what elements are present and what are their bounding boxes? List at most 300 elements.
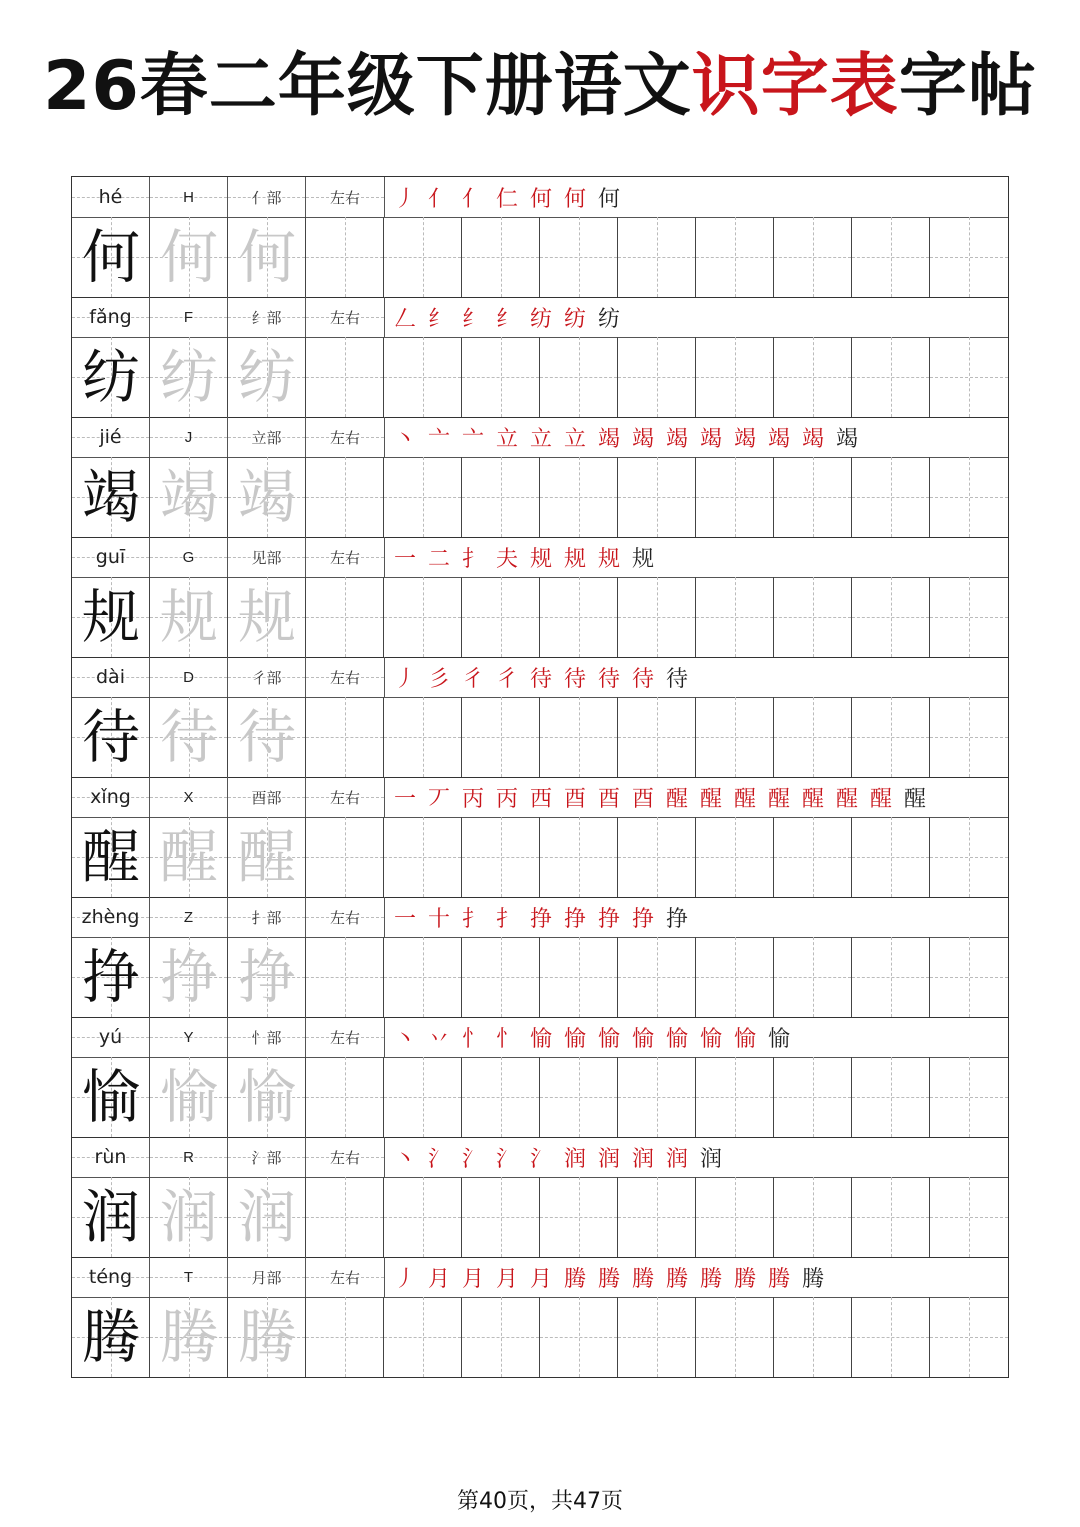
pinyin-label: hé xyxy=(98,186,123,208)
stroke-glyph: 立 xyxy=(563,426,586,452)
stroke-glyph: 酉 xyxy=(597,786,620,812)
stroke-glyph: 醒 xyxy=(733,786,756,812)
practice-box[interactable] xyxy=(930,817,1008,897)
stroke-glyph: 愉 xyxy=(733,1026,756,1052)
radical-label-cell xyxy=(228,177,306,217)
practice-box[interactable] xyxy=(306,337,384,417)
stroke-glyph: 竭 xyxy=(801,426,824,452)
stroke-step xyxy=(561,782,589,813)
radical-label-cell xyxy=(228,1257,306,1297)
practice-box[interactable] xyxy=(306,217,384,297)
practice-box[interactable] xyxy=(384,817,462,897)
practice-box[interactable] xyxy=(696,937,774,1017)
copybook-grid xyxy=(71,176,1009,1378)
practice-box[interactable] xyxy=(462,337,540,417)
trace-character-box xyxy=(150,817,228,897)
stroke-glyph: 愉 xyxy=(529,1026,552,1052)
practice-box[interactable] xyxy=(540,577,618,657)
model-character-box xyxy=(72,1177,150,1257)
practice-box[interactable] xyxy=(774,1177,852,1257)
stroke-glyph: 丙 xyxy=(461,786,484,812)
stroke-glyph: 腾 xyxy=(597,1266,620,1292)
trace-character: 待 xyxy=(159,703,218,771)
writing-grid-row xyxy=(72,1177,1008,1258)
stroke-step xyxy=(527,782,555,813)
character-entry xyxy=(72,417,1008,537)
stroke-glyph: 丿 xyxy=(393,186,416,212)
initial-letter: D xyxy=(183,668,194,686)
radical-label-cell xyxy=(228,777,306,817)
stroke-glyph: 彳 xyxy=(461,666,484,692)
practice-box[interactable] xyxy=(462,1297,540,1377)
stroke-glyph: 丶 xyxy=(393,426,416,452)
trace-character: 愉 xyxy=(237,1063,296,1131)
stroke-glyph: 纟 xyxy=(495,306,518,332)
stroke-step xyxy=(595,782,623,813)
practice-box[interactable] xyxy=(618,937,696,1017)
trace-character-box xyxy=(228,1057,306,1137)
practice-box[interactable] xyxy=(696,337,774,417)
practice-box[interactable] xyxy=(462,697,540,777)
pinyin-label: rùn xyxy=(94,1146,127,1168)
practice-box[interactable] xyxy=(540,1297,618,1377)
stroke-step xyxy=(493,1142,521,1173)
structure-label: 左右 xyxy=(329,548,360,567)
practice-box[interactable] xyxy=(696,577,774,657)
practice-box[interactable] xyxy=(618,337,696,417)
practice-box[interactable] xyxy=(618,697,696,777)
practice-box[interactable] xyxy=(930,337,1008,417)
stroke-glyph: 何 xyxy=(597,186,620,212)
practice-box[interactable] xyxy=(774,817,852,897)
practice-box[interactable] xyxy=(384,937,462,1017)
initial-letter: F xyxy=(183,308,194,326)
writing-grid-row xyxy=(72,217,1008,298)
practice-box[interactable] xyxy=(696,1057,774,1137)
trace-character: 挣 xyxy=(159,943,218,1011)
radical-label-cell xyxy=(228,1137,306,1177)
structure-label: 左右 xyxy=(329,788,360,807)
practice-box[interactable] xyxy=(930,1297,1008,1377)
character-entry xyxy=(72,657,1008,777)
stroke-glyph: 腾 xyxy=(733,1266,756,1292)
page-number: 第40页，共47页 xyxy=(457,1489,623,1514)
stroke-glyph: 挣 xyxy=(597,906,620,932)
stroke-step xyxy=(629,542,657,573)
practice-box[interactable] xyxy=(618,457,696,537)
practice-box[interactable] xyxy=(618,817,696,897)
practice-box[interactable] xyxy=(306,577,384,657)
practice-box[interactable] xyxy=(852,937,930,1017)
practice-box[interactable] xyxy=(930,217,1008,297)
title-prefix: 26春二年级下册语文 xyxy=(43,47,692,126)
stroke-step xyxy=(391,1262,419,1293)
practice-box[interactable] xyxy=(774,217,852,297)
practice-box[interactable] xyxy=(462,1177,540,1257)
stroke-step xyxy=(459,542,487,573)
stroke-step xyxy=(561,302,589,333)
model-character-box xyxy=(72,457,150,537)
trace-character-box xyxy=(150,577,228,657)
model-character-box xyxy=(72,337,150,417)
stroke-glyph: 夫 xyxy=(495,546,518,572)
pinyin-label-cell xyxy=(72,177,150,217)
practice-box[interactable] xyxy=(930,1177,1008,1257)
stroke-step xyxy=(663,422,691,453)
stroke-order xyxy=(385,897,1011,937)
practice-box[interactable] xyxy=(384,577,462,657)
trace-character: 竭 xyxy=(159,463,218,531)
stroke-step xyxy=(493,302,521,333)
practice-box[interactable] xyxy=(930,1057,1008,1137)
practice-box[interactable] xyxy=(306,1177,384,1257)
stroke-glyph: 竭 xyxy=(767,426,790,452)
practice-box[interactable] xyxy=(696,817,774,897)
stroke-order xyxy=(385,177,1011,217)
stroke-glyph: 竭 xyxy=(835,426,858,452)
stroke-glyph: 润 xyxy=(699,1146,722,1172)
stroke-step xyxy=(561,662,589,693)
practice-box[interactable] xyxy=(306,1057,384,1137)
stroke-glyph: 醒 xyxy=(801,786,824,812)
stroke-step xyxy=(391,542,419,573)
stroke-step xyxy=(629,1262,657,1293)
practice-box[interactable] xyxy=(462,817,540,897)
stroke-step xyxy=(425,422,453,453)
stroke-step xyxy=(425,782,453,813)
character-entry xyxy=(72,897,1008,1017)
trace-character-box xyxy=(228,817,306,897)
stroke-step xyxy=(561,1262,589,1293)
radical-label-cell xyxy=(228,657,306,697)
writing-grid-row xyxy=(72,1297,1008,1378)
stroke-glyph: 润 xyxy=(665,1146,688,1172)
practice-box[interactable] xyxy=(384,217,462,297)
stroke-step xyxy=(391,1142,419,1173)
stroke-glyph: 丷 xyxy=(427,1026,450,1052)
stroke-step xyxy=(765,1022,793,1053)
stroke-glyph: 立 xyxy=(529,426,552,452)
stroke-step xyxy=(629,1022,657,1053)
stroke-glyph: 愉 xyxy=(563,1026,586,1052)
practice-box[interactable] xyxy=(852,1177,930,1257)
stroke-step xyxy=(663,1262,691,1293)
stroke-step xyxy=(731,782,759,813)
practice-box[interactable] xyxy=(384,337,462,417)
radical-label: 月部 xyxy=(251,1268,282,1287)
stroke-step xyxy=(391,182,419,213)
stroke-glyph: 忄 xyxy=(495,1026,518,1052)
stroke-step xyxy=(527,182,555,213)
practice-box[interactable] xyxy=(306,1297,384,1377)
stroke-step xyxy=(493,1022,521,1053)
stroke-glyph: 愉 xyxy=(699,1026,722,1052)
stroke-glyph: 挣 xyxy=(665,906,688,932)
stroke-glyph: 待 xyxy=(529,666,552,692)
entry-info-row xyxy=(72,657,1008,698)
practice-box[interactable] xyxy=(540,1057,618,1137)
pinyin-label-cell xyxy=(72,897,150,937)
radical-label-cell xyxy=(228,297,306,337)
stroke-step xyxy=(595,422,623,453)
initial-letter: X xyxy=(183,788,194,806)
stroke-step xyxy=(561,182,589,213)
trace-character-box xyxy=(150,217,228,297)
character-entry xyxy=(72,297,1008,417)
stroke-step xyxy=(697,782,725,813)
practice-box[interactable] xyxy=(540,217,618,297)
practice-box[interactable] xyxy=(384,457,462,537)
radical-label: 亻部 xyxy=(251,188,282,207)
practice-box[interactable] xyxy=(462,217,540,297)
stroke-glyph: 腾 xyxy=(801,1266,824,1292)
practice-box[interactable] xyxy=(930,457,1008,537)
stroke-step xyxy=(765,1262,793,1293)
model-character: 醒 xyxy=(81,823,140,891)
practice-box[interactable] xyxy=(540,1177,618,1257)
model-character-box xyxy=(72,817,150,897)
pinyin-label: jié xyxy=(99,426,122,448)
stroke-step xyxy=(527,542,555,573)
stroke-step xyxy=(833,422,861,453)
radical-label: 彳部 xyxy=(251,668,282,687)
practice-box[interactable] xyxy=(618,217,696,297)
radical-label: 氵部 xyxy=(251,1148,282,1167)
stroke-step xyxy=(799,782,827,813)
stroke-step xyxy=(629,662,657,693)
stroke-glyph: 氵 xyxy=(495,1146,518,1172)
practice-box[interactable] xyxy=(540,697,618,777)
entry-info-row xyxy=(72,537,1008,578)
practice-box[interactable] xyxy=(462,577,540,657)
trace-character-box xyxy=(228,937,306,1017)
title-highlight: 识字表 xyxy=(691,47,899,126)
character-entry xyxy=(72,1257,1008,1377)
practice-box[interactable] xyxy=(774,337,852,417)
stroke-glyph: 扌 xyxy=(495,906,518,932)
model-character-box xyxy=(72,577,150,657)
stroke-glyph: 愉 xyxy=(631,1026,654,1052)
stroke-glyph: 待 xyxy=(563,666,586,692)
trace-character: 待 xyxy=(237,703,296,771)
practice-box[interactable] xyxy=(774,1057,852,1137)
entry-info-row xyxy=(72,1257,1008,1298)
practice-box[interactable] xyxy=(930,577,1008,657)
trace-character-box xyxy=(228,1177,306,1257)
stroke-order xyxy=(385,657,1011,697)
practice-box[interactable] xyxy=(618,1177,696,1257)
pinyin-label-cell xyxy=(72,537,150,577)
initial-letter: H xyxy=(183,188,194,206)
practice-box[interactable] xyxy=(306,817,384,897)
stroke-glyph: 规 xyxy=(631,546,654,572)
initial-letter-cell xyxy=(150,897,228,937)
trace-character: 规 xyxy=(159,583,218,651)
practice-box[interactable] xyxy=(540,457,618,537)
practice-box[interactable] xyxy=(540,817,618,897)
model-character-box xyxy=(72,697,150,777)
stroke-step xyxy=(391,422,419,453)
structure-label-cell xyxy=(306,177,385,217)
stroke-step xyxy=(459,902,487,933)
title-suffix: 字帖 xyxy=(898,47,1037,126)
stroke-step xyxy=(561,542,589,573)
stroke-step xyxy=(595,1262,623,1293)
practice-box[interactable] xyxy=(852,1057,930,1137)
practice-box[interactable] xyxy=(774,697,852,777)
practice-box[interactable] xyxy=(384,1057,462,1137)
trace-character-box xyxy=(228,337,306,417)
stroke-glyph: 丿 xyxy=(393,1266,416,1292)
model-character: 规 xyxy=(81,583,140,651)
practice-box[interactable] xyxy=(852,577,930,657)
practice-box[interactable] xyxy=(696,457,774,537)
initial-letter: J xyxy=(184,428,193,446)
practice-box[interactable] xyxy=(930,937,1008,1017)
practice-box[interactable] xyxy=(384,1297,462,1377)
stroke-step xyxy=(629,1142,657,1173)
practice-box[interactable] xyxy=(462,457,540,537)
stroke-step xyxy=(901,782,929,813)
stroke-glyph: 扌 xyxy=(461,546,484,572)
stroke-step xyxy=(595,302,623,333)
practice-box[interactable] xyxy=(774,577,852,657)
pinyin-label: fǎng xyxy=(89,306,132,328)
trace-character: 醒 xyxy=(159,823,218,891)
practice-box[interactable] xyxy=(852,217,930,297)
practice-box[interactable] xyxy=(852,1297,930,1377)
practice-box[interactable] xyxy=(852,697,930,777)
structure-label-cell xyxy=(306,897,385,937)
stroke-order xyxy=(385,417,1011,457)
trace-character: 何 xyxy=(159,223,218,291)
stroke-glyph: 丿 xyxy=(393,666,416,692)
practice-box[interactable] xyxy=(384,697,462,777)
stroke-glyph: 纟 xyxy=(461,306,484,332)
practice-box[interactable] xyxy=(852,337,930,417)
practice-box[interactable] xyxy=(696,1177,774,1257)
stroke-step xyxy=(493,902,521,933)
stroke-step xyxy=(459,422,487,453)
structure-label: 左右 xyxy=(329,308,360,327)
stroke-step xyxy=(595,182,623,213)
practice-box[interactable] xyxy=(774,1297,852,1377)
initial-letter: T xyxy=(183,1268,194,1286)
practice-box[interactable] xyxy=(540,937,618,1017)
stroke-step xyxy=(595,542,623,573)
practice-box[interactable] xyxy=(696,697,774,777)
practice-box[interactable] xyxy=(618,577,696,657)
entry-info-row xyxy=(72,417,1008,458)
stroke-glyph: 醒 xyxy=(699,786,722,812)
practice-box[interactable] xyxy=(384,1177,462,1257)
model-character: 挣 xyxy=(81,943,140,1011)
trace-character-box xyxy=(150,1177,228,1257)
structure-label-cell xyxy=(306,657,385,697)
trace-character: 何 xyxy=(237,223,296,291)
stroke-glyph: 亻 xyxy=(461,186,484,212)
stroke-step xyxy=(459,782,487,813)
practice-box[interactable] xyxy=(618,1297,696,1377)
practice-box[interactable] xyxy=(852,457,930,537)
stroke-step xyxy=(561,422,589,453)
structure-label: 左右 xyxy=(329,668,360,687)
stroke-order xyxy=(385,1137,1011,1177)
trace-character: 纺 xyxy=(159,343,218,411)
stroke-step xyxy=(425,1022,453,1053)
stroke-glyph: 丶 xyxy=(393,1026,416,1052)
practice-box[interactable] xyxy=(774,937,852,1017)
stroke-glyph: 何 xyxy=(529,186,552,212)
practice-box[interactable] xyxy=(618,1057,696,1137)
practice-box[interactable] xyxy=(306,937,384,1017)
stroke-step xyxy=(765,782,793,813)
stroke-glyph: 丆 xyxy=(427,786,450,812)
practice-box[interactable] xyxy=(306,457,384,537)
stroke-glyph: 醒 xyxy=(835,786,858,812)
trace-character: 纺 xyxy=(237,343,296,411)
trace-character-box xyxy=(228,577,306,657)
stroke-glyph: 愉 xyxy=(597,1026,620,1052)
stroke-glyph: 挣 xyxy=(529,906,552,932)
writing-grid-row xyxy=(72,457,1008,538)
stroke-step xyxy=(425,1142,453,1173)
stroke-step xyxy=(425,302,453,333)
stroke-glyph: 腾 xyxy=(699,1266,722,1292)
character-entry xyxy=(72,177,1008,297)
practice-box[interactable] xyxy=(306,697,384,777)
writing-grid-row xyxy=(72,337,1008,418)
practice-box[interactable] xyxy=(696,217,774,297)
practice-box[interactable] xyxy=(462,1057,540,1137)
stroke-glyph: 腾 xyxy=(563,1266,586,1292)
stroke-step xyxy=(663,782,691,813)
structure-label-cell xyxy=(306,417,385,457)
stroke-step xyxy=(459,302,487,333)
stroke-step xyxy=(459,662,487,693)
practice-box[interactable] xyxy=(774,457,852,537)
initial-letter: Z xyxy=(183,908,194,926)
stroke-step xyxy=(629,782,657,813)
stroke-step xyxy=(663,662,691,693)
entry-info-row xyxy=(72,177,1008,218)
model-character: 待 xyxy=(81,703,140,771)
stroke-glyph: 腾 xyxy=(665,1266,688,1292)
practice-box[interactable] xyxy=(462,937,540,1017)
stroke-step xyxy=(663,1142,691,1173)
stroke-step xyxy=(493,662,521,693)
stroke-glyph: 氵 xyxy=(461,1146,484,1172)
stroke-glyph: 西 xyxy=(529,786,552,812)
trace-character-box xyxy=(228,697,306,777)
practice-box[interactable] xyxy=(696,1297,774,1377)
practice-box[interactable] xyxy=(540,337,618,417)
stroke-glyph: 月 xyxy=(427,1266,450,1292)
initial-letter-cell xyxy=(150,1137,228,1177)
pinyin-label: yú xyxy=(98,1026,123,1048)
model-character: 纺 xyxy=(81,343,140,411)
stroke-step xyxy=(425,182,453,213)
stroke-glyph: 一 xyxy=(393,546,416,572)
stroke-glyph: 纺 xyxy=(529,306,552,332)
trace-character-box xyxy=(228,217,306,297)
initial-letter-cell xyxy=(150,537,228,577)
trace-character-box xyxy=(150,337,228,417)
practice-box[interactable] xyxy=(930,697,1008,777)
practice-box[interactable] xyxy=(852,817,930,897)
stroke-glyph: 竭 xyxy=(631,426,654,452)
stroke-order xyxy=(385,1257,1011,1297)
